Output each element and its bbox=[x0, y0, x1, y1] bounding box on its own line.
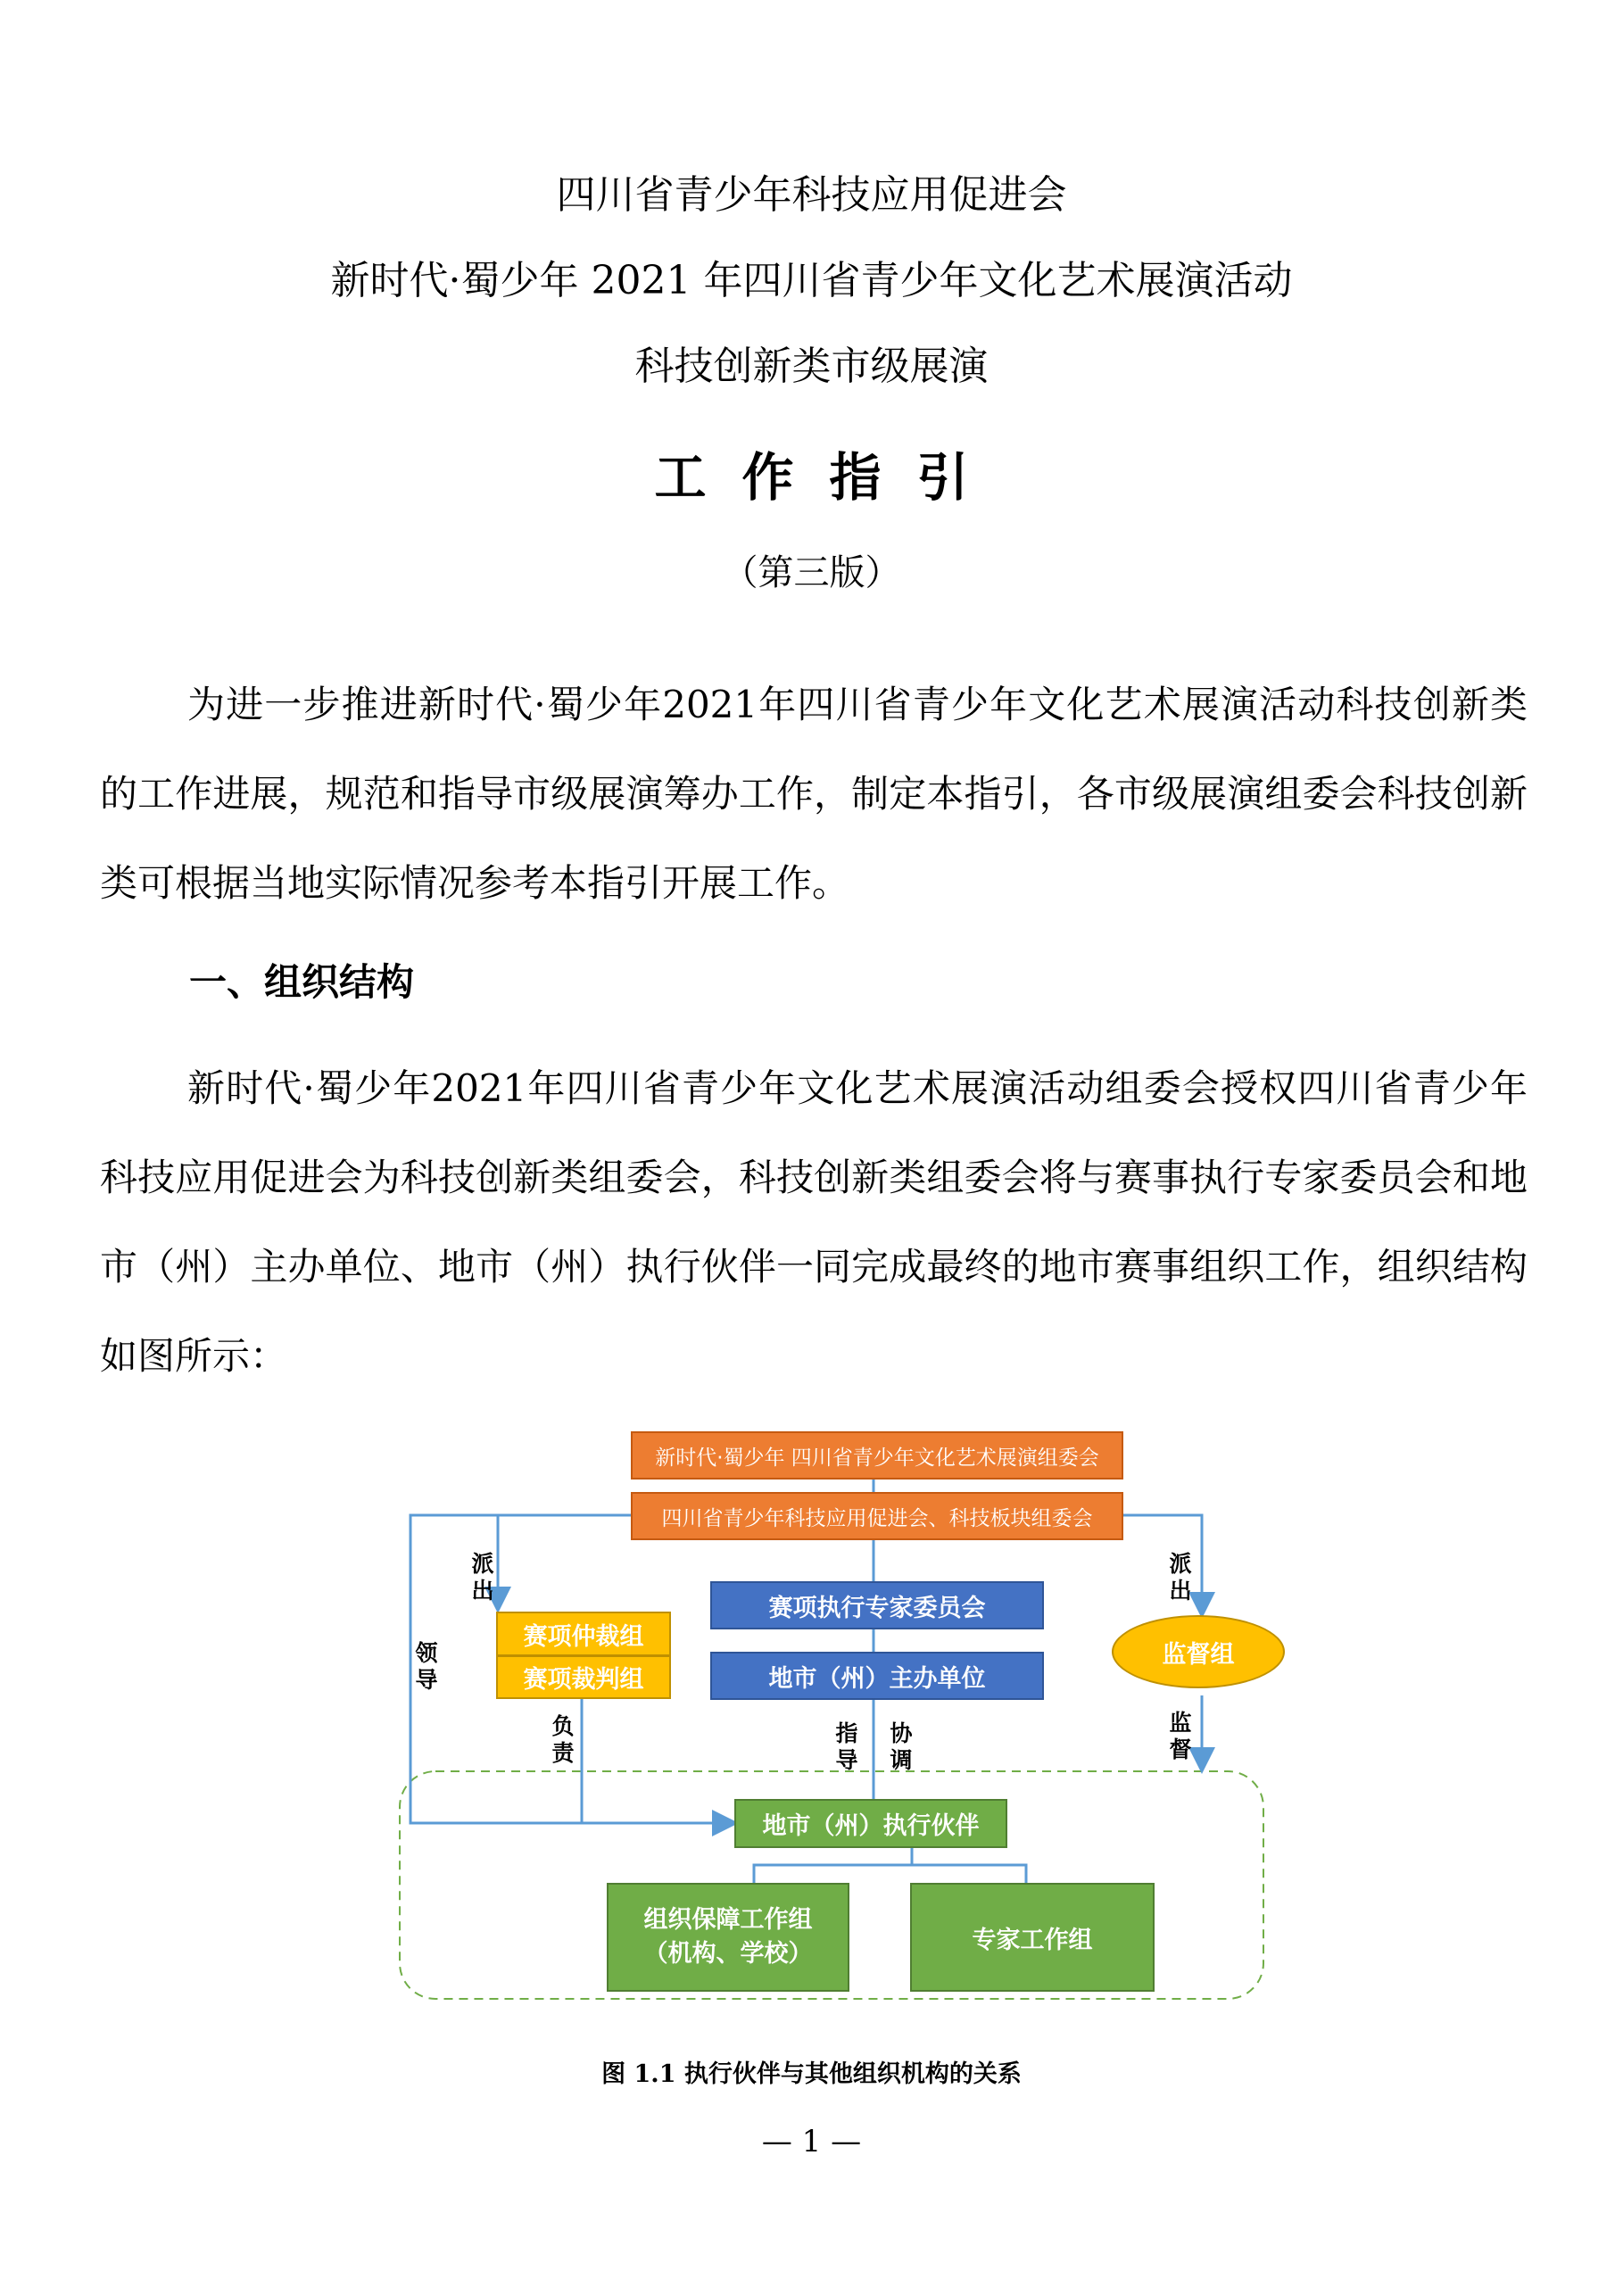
node-exec-partner: 地市（州）执行伙伴 bbox=[734, 1799, 1007, 1848]
node-top-committee: 新时代·蜀少年 四川省青少年文化艺术展演组委会 bbox=[631, 1431, 1123, 1480]
node-org-support-group bbox=[607, 1883, 849, 1992]
org-name-title: 四川省青少年科技应用促进会 bbox=[556, 172, 1067, 218]
node-tech-committee: 四川省青少年科技应用促进会、科技板块组委会 bbox=[631, 1492, 1123, 1540]
figure-caption: 图 1.1 执行伙伴与其他组织机构的关系 bbox=[601, 2060, 1022, 2088]
document-main-title: 工作指引 bbox=[654, 447, 1005, 508]
category-title: 科技创新类市级展演 bbox=[634, 344, 989, 389]
edge-label-dispatch-right: 派出 bbox=[1169, 1551, 1192, 1604]
node-referee-group: 赛项裁判组 bbox=[496, 1655, 671, 1699]
org-structure-paragraph: 新时代·蜀少年2021年四川省青少年文化艺术展演活动组委会授权四川省青少年科技应用促进会为科技创新类组委会，科技创新类组委会将与赛事执行专家委员会和地市（州）主办单位、地市（州）执行伙伴一同完成最终的地市赛事组织工作，组织结构如图所示： bbox=[100, 1066, 1528, 1378]
edge-label-lead: 领导 bbox=[415, 1640, 438, 1693]
node-supervision-group: 监督组 bbox=[1112, 1615, 1285, 1688]
org-support-group-sublabel: （机构、学校） bbox=[643, 1940, 813, 1968]
version-label: （第三版） bbox=[722, 552, 901, 593]
edge-label-guide: 指导 bbox=[835, 1720, 858, 1773]
edge-label-dispatch-left: 派出 bbox=[471, 1551, 494, 1604]
edge-label-responsible: 负责 bbox=[551, 1713, 575, 1766]
page-number: — 1 — bbox=[761, 2124, 862, 2159]
edge-label-coordinate: 协调 bbox=[890, 1720, 913, 1773]
section-heading-org-structure: 一、组织结构 bbox=[189, 960, 415, 1004]
node-expert-committee: 赛项执行专家委员会 bbox=[710, 1581, 1044, 1629]
node-arbitration-group: 赛项仲裁组 bbox=[496, 1612, 671, 1656]
node-expert-work-group: 专家工作组 bbox=[910, 1883, 1155, 1992]
org-support-group-label: 组织保障工作组 bbox=[643, 1906, 813, 1934]
edge-label-supervise: 监督 bbox=[1169, 1710, 1192, 1762]
event-title: 新时代·蜀少年 2021 年四川省青少年文化艺术展演活动 bbox=[330, 258, 1293, 303]
node-host-unit: 地市（州）主办单位 bbox=[710, 1652, 1044, 1700]
intro-paragraph: 为进一步推进新时代·蜀少年2021年四川省青少年文化艺术展演活动科技创新类的工作进展，规范和指导市级展演筹办工作，制定本指引，各市级展演组委会科技创新类可根据当地实际情况参考本指引开展工作。 bbox=[100, 683, 1528, 905]
